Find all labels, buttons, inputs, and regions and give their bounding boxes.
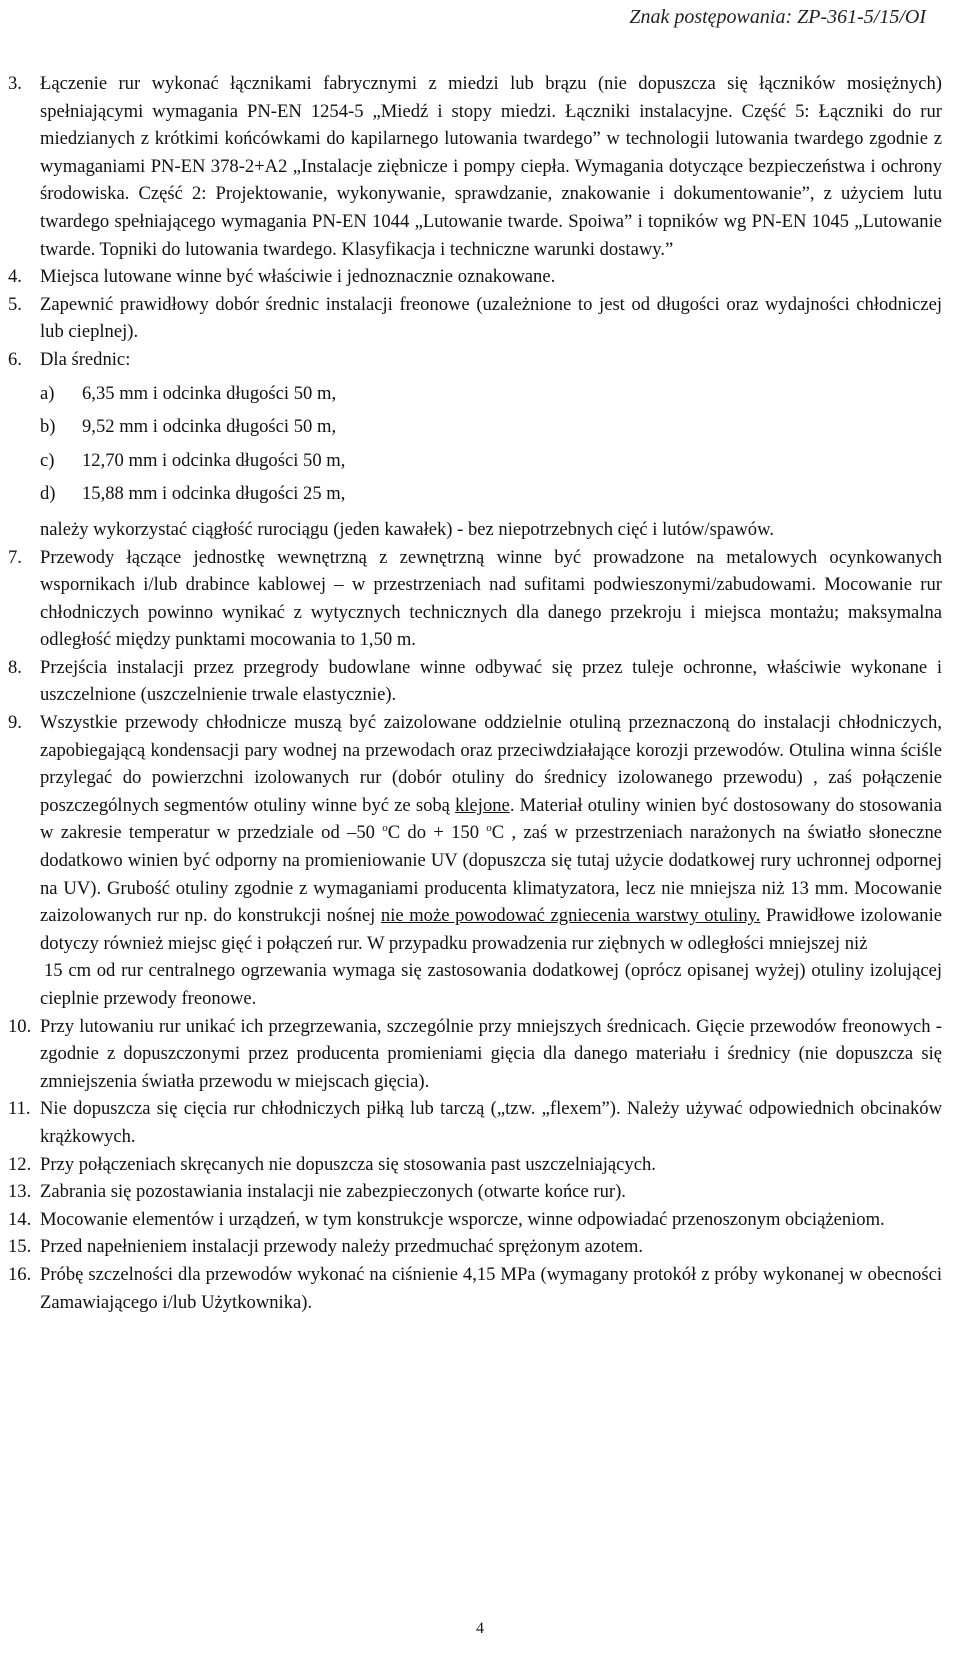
diameter-list [40, 380, 942, 508]
list-item [8, 1261, 942, 1316]
item-number: 9. [8, 712, 22, 734]
page-number: 4 [476, 1620, 484, 1637]
list-item [8, 346, 942, 544]
item-intro: Dla średnic: [40, 348, 131, 370]
list-item [8, 544, 942, 654]
item-text: Mocowanie elementów i urządzeń, w tym konstrukcje wsporcze, winne odpowiadać przenoszonym obciążeniom. [40, 1208, 885, 1230]
sub-item-text: 6,35 mm i odcinka długości 50 m, [82, 382, 337, 404]
sub-item [40, 413, 942, 441]
text-run: Wszystkie przewody chłodnicze muszą być zaizolowane oddzielnie otuliną przeznaczoną do instalacji chłodniczych, zapobiegającą kondensacji pary wodnej na przewodach oraz przeciwdziałające korozji przewodów. Otulina winna ściśle przylegać do powierzchni izolowanych rur (dobór otuliny do średnicy izolowanego przewodu) , zaś połączenie poszczególnych segmentów otuliny winne być ze sobą [40, 712, 942, 816]
degree-sign: o [382, 822, 388, 835]
item-number: 5. [8, 293, 22, 315]
text-run: . Materiał otuliny winien być dostosowany do stosowania w zakresie temperatur w przedziale od –50 [40, 794, 942, 844]
item-number: 3. [8, 73, 22, 94]
degree-sign: o [486, 822, 492, 835]
item-number: 4. [8, 266, 22, 288]
list-item [8, 1095, 942, 1150]
list-item [8, 1151, 942, 1179]
sub-item-text: 12,70 mm i odcinka długości 50 m, [82, 449, 346, 471]
sub-item-text: 9,52 mm i odcinka długości 50 m, [82, 416, 337, 438]
item-number: 13. [8, 1181, 32, 1203]
item-number: 12. [8, 1153, 32, 1175]
item-number: 8. [8, 656, 22, 678]
item-text: Zabrania się pozostawiania instalacji nie zabezpieczonych (otwarte końce rur). [40, 1181, 626, 1203]
item-outro: należy wykorzystać ciągłość rurociągu (jeden kawałek) - bez niepotrzebnych cięć i lutów/spawów. [40, 518, 774, 540]
item-text: Przy lutowaniu rur unikać ich przegrzewania, szczególnie przy mniejszych średnicach. Gięcie przewodów freonowych - zgodnie z dopuszczonymi przez producenta promieniami gięcia dla danego materiału i średnicy (nie dopuszcza się zmniejszenia światła przewodu w miejscach gięcia). [40, 1015, 942, 1092]
text-run: C , zaś w przestrzeniach narażonych na światło słoneczne dodatkowo winien być odporny na promieniowanie UV (dopuszcza się tutaj użycie dodatkowej rury uchronnej odpornej na UV). Grubość otuliny zgodnie z wymaganiami producenta klimatyzatora, lecz nie mniejsza niż 13 mm. Mocowanie zaizolowanych rur np. do konstrukcji nośnej [40, 822, 942, 927]
insulation-paragraph-continued: 15 cm od rur centralnego ogrzewania wymaga się zastosowania dodatkowej (oprócz opisanej wyżej) otuliny izolującej cieplnie przewody freonowe. [40, 960, 942, 1009]
item-number: 6. [8, 348, 22, 370]
list-item [8, 263, 942, 291]
sub-item [40, 380, 942, 408]
text-run: C do + 150 [387, 822, 487, 844]
sub-item-letter: a) [40, 382, 55, 404]
item-text: Przejścia instalacji przez przegrody budowlane winne odbywać się przez tuleje ochronne, właściwie wykonane i uszczelnione (uszczelnienie trwale elastycznie). [40, 656, 942, 706]
item-text: Przewody łączące jednostkę wewnętrzną z zewnętrzną winne być prowadzone na metalowych ocynkowanych wspornikach i/lub drabince kablowej – w przestrzeniach nad sufitami podwieszonymi/zabudowami. Mocowanie rur chłodniczych powinno wynikać z wytycznych technicznych dla danego przekroju i miejsca montażu; maksymalna odległość między punktami mocowania to 1,50 m. [40, 546, 942, 651]
sub-item [40, 480, 942, 508]
item-text: Przy połączeniach skręcanych nie dopuszcza się stosowania past uszczelniających. [40, 1153, 656, 1175]
list-item [8, 1013, 942, 1096]
insulation-paragraph [40, 709, 942, 957]
item-text: Nie dopuszcza się cięcia rur chłodniczych piłką lub tarczą („tzw. „flexem”). Należy używać odpowiednich obcinaków krążkowych. [40, 1098, 942, 1147]
sub-item-letter: c) [40, 449, 55, 471]
item-text [40, 346, 942, 544]
item-text: Miejsca lutowane winne być właściwie i jednoznacznie oznakowane. [40, 266, 556, 288]
item-number: 16. [8, 1263, 32, 1285]
item-text: Próbę szczelności dla przewodów wykonać na ciśnienie 4,15 MPa (wymagany protokół z próby wykonanej w obecności Zamawiającego i/lub Użytkownika). [40, 1263, 942, 1313]
item-number: 11. [8, 1098, 31, 1120]
document-reference: Znak postępowania: ZP-361-5/15/OI [629, 6, 926, 28]
list-item [8, 70, 942, 263]
list-item [8, 291, 942, 346]
text-run: Prawidłowe izolowanie dotyczy również miejsc gięć i połączeń rur. W przypadku prowadzenia rur ziębnych w odległości mniejszej niż [40, 905, 942, 954]
list-item [8, 1178, 942, 1206]
sub-item-letter: d) [40, 483, 56, 505]
list-item [8, 654, 942, 709]
list-item [8, 1206, 942, 1234]
list-item [8, 1233, 942, 1261]
item-number: 15. [8, 1236, 32, 1258]
underlined-text: klejone [455, 794, 510, 816]
list-item [8, 709, 942, 1013]
item-text [40, 709, 942, 1013]
item-number: 7. [8, 546, 22, 568]
underlined-text: nie może powodować zgniecenia warstwy otuliny. [380, 905, 761, 927]
item-text: Zapewnić prawidłowy dobór średnic instalacji freonowe (uzależnione to jest od długości oraz wydajności chłodniczej lub cieplnej). [40, 293, 942, 343]
sub-item [40, 447, 942, 475]
item-text: Łączenie rur wykonać łącznikami fabrycznymi z miedzi lub brązu (nie dopuszcza się łączników mosiężnych) spełniającymi wymagania PN-EN 1254-5 „Miedź i stopy miedzi. Łączniki instalacyjne. Część 5: Łączniki do rur miedzianych z krótkimi końcówkami do kapilarnego lutowania twardego” w technologii lutowania twardego zgodnie z wymaganiami PN-EN 378-2+A2 „Instalacje ziębnicze i pompy ciepła. Wymagania dotyczące bezpieczeństwa i ochrony środowiska. Część 2: Projektowanie, wykonywanie, sprawdzanie, znakowanie i dokumentowanie”, z użyciem lutu twardego spełniającego wymagania PN-EN 1044 „Lutowanie twarde. Spoiwa” i topników wg PN-EN 1045 „Lutowanie twarde. Topniki do lutowania twardego. Klasyfikacja i techniczne warunki dostawy.” [40, 73, 942, 260]
item-number: 14. [8, 1208, 32, 1230]
sub-item-letter: b) [40, 416, 56, 438]
sub-item-text: 15,88 mm i odcinka długości 25 m, [82, 483, 346, 505]
item-text: Przed napełnieniem instalacji przewody należy przedmuchać sprężonym azotem. [40, 1236, 644, 1258]
item-number: 10. [8, 1015, 32, 1037]
document-body [8, 70, 942, 1316]
